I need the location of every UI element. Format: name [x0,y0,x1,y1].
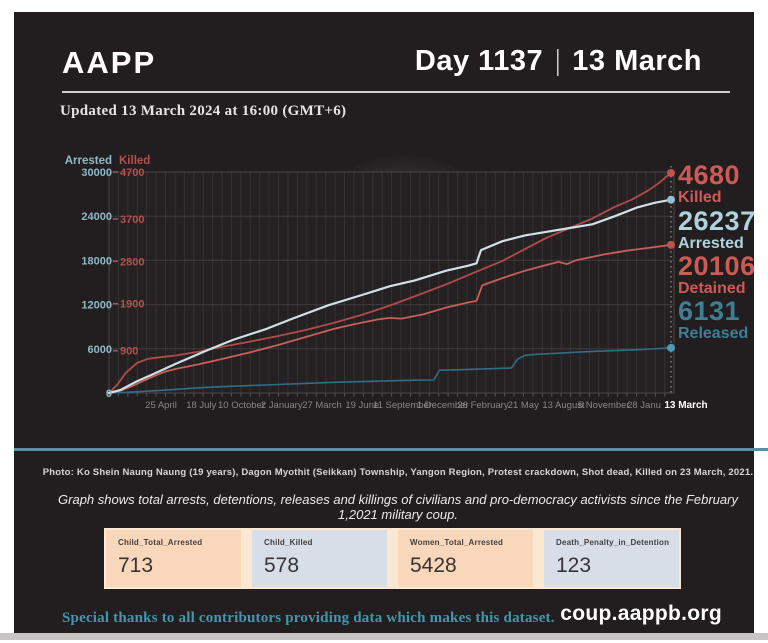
left-axis-tick: 24000 [81,211,112,224]
inner-axis-tick: 4700 [120,167,145,179]
chart-gridlines [109,172,674,397]
footer-site-url: coup.aappb.org [560,602,722,625]
stat-card-child_killed [252,530,387,587]
total-value: 4680 [678,160,741,190]
inner-axis-tick: 2800 [120,256,145,269]
x-axis-tick: 26 February [457,400,509,411]
total-value: 26237 [678,206,756,236]
inner-axis-tick: 3700 [120,214,145,227]
total-arrested [678,208,756,252]
left-axis-tick: 12000 [81,299,112,312]
series-end-dot-arrested [667,196,675,204]
x-axis-end-label: 13 March [664,400,708,411]
inner-axis-tick: 1900 [120,298,145,311]
bottom-edge-strip [0,633,768,640]
stat-value: 5428 [410,554,457,577]
x-axis-tick: 13 August [542,400,585,411]
total-label: Detained [678,280,746,297]
inner-axis-title: Killed [119,155,151,167]
stat-card-child_total_arrested [106,530,241,587]
series-end-dot-killed [667,169,675,177]
brand-logo: AAPP [62,45,157,80]
chart-area [60,152,736,424]
stat-label: Death_Penalty_in_Detention [556,538,670,547]
total-detained [678,253,756,297]
left-axis-zero: 0 [105,388,112,400]
day-label: Day 1137 [414,45,544,77]
x-axis-tick: 11 September [373,400,432,411]
stat-label: Child_Total_Arrested [118,538,203,547]
total-killed [678,162,740,206]
dark-panel [14,12,754,633]
stat-value: 713 [118,554,154,577]
photo-caption: Photo: Ko Shein Naung Naung (19 years), Dagon Myothit (Seikkan) Township, Yangon Region, Protest crackdown, Shot dead, Killed on 23 March, 2021. [42,467,754,478]
day-counter [415,45,702,78]
updated-timestamp: Updated 13 March 2024 at 16:00 (GMT+6) [60,103,347,119]
x-axis-tick: 27 March [302,400,342,411]
left-axis-tick: 18000 [81,255,112,268]
stat-value: 578 [264,554,300,577]
x-axis-tick: 21 May [507,400,539,411]
x-axis-tick: 2 January [260,400,303,411]
series-end-dot-detained [667,241,675,249]
left-axis-tick: 30000 [81,167,112,179]
inner-axis-tick: 900 [120,345,139,358]
total-value: 20106 [678,251,756,281]
total-label: Released [678,325,749,342]
date-label: 13 March [572,45,702,77]
left-axis-tick: 6000 [87,343,112,356]
total-label: Killed [678,189,722,206]
stats-strip [104,528,681,589]
stat-card-death_penalty_in_detention [544,530,679,587]
x-axis-tick: 1 December [416,400,469,411]
x-axis-tick: 18 July [186,400,217,411]
x-axis-tick: 10 October [218,400,265,411]
total-value: 6131 [678,296,741,326]
left-axis-title: Arrested [64,155,112,167]
x-axis-tick: 19 June [345,400,380,411]
separator-bar: | [555,45,560,77]
section-divider [14,448,768,451]
total-released [678,298,748,342]
stat-label: Child_Killed [264,538,313,547]
graph-note: Graph shows total arrests, detentions, releases and killings of civilians and pro-democracy activists since the February 1,2021 military coup. [58,492,738,522]
stat-label: Women_Total_Arrested [410,538,504,547]
stat-value: 123 [556,554,592,577]
x-axis-tick: 5 November [577,400,630,411]
series-end-dot-released [667,344,675,352]
total-label: Arrested [678,235,744,252]
header-divider [62,91,730,93]
x-axis-tick: 25 April [145,400,177,411]
footer-thanks: Special thanks to all contributors providing data which makes this dataset. [62,610,555,626]
x-axis-tick: 28 Janu [627,400,661,411]
stat-card-women_total_arrested [398,530,533,587]
line-chart [60,152,736,424]
